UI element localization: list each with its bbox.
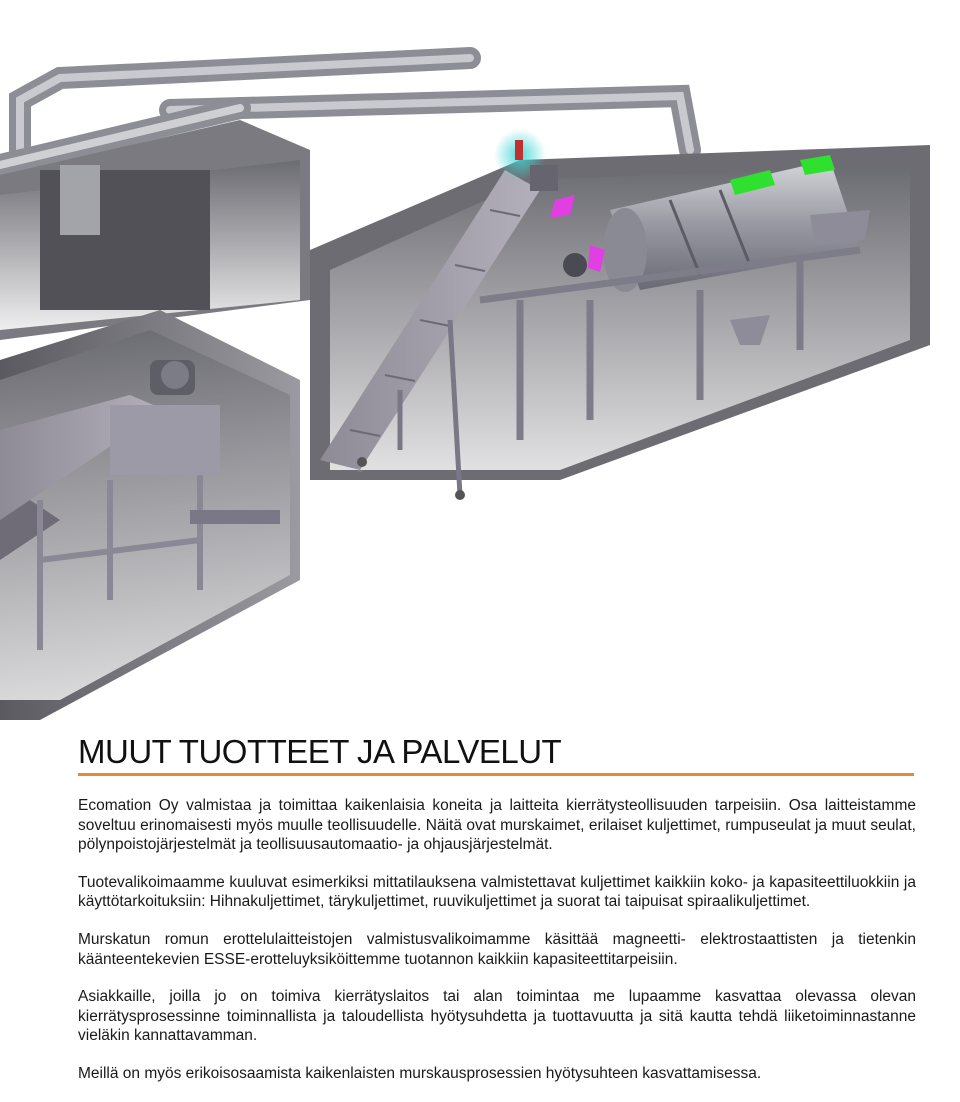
paragraph-5: Meillä on myös erikoisosaamista kaikenlaisten murskausprosessien hyötysuhteen kasvattamisessa.	[78, 1064, 762, 1082]
right-container	[310, 145, 930, 480]
content-section	[78, 732, 916, 1102]
left-container-lower	[0, 310, 300, 720]
page-title: MUUT TUOTTEET JA PALVELUT	[78, 733, 562, 770]
paragraph-3: Murskatun romun erottelulaitteistojen valmistusvalikoimamme käsittää magneetti- elektrostaattisten ja tietenkin käänteentekevien ESSE-erotteluyksiköittemme tuotannon kaikkiin kapasiteettitarpeisiin.	[78, 930, 916, 968]
title-rule	[78, 773, 914, 776]
paragraph-2: Tuotevalikoimaamme kuuluvat esimerkiksi mittatilauksena valmistettavat kuljettimet kaikkiin koko- ja kapasiteettiluokkiin ja käyttötarkoituksiin: Hihnakuljettimet, tärykuljettimet, ruuvikuljettimet ja suorat tai taipuisat spiraalikuljettimet.	[78, 873, 916, 911]
paragraph-1: Ecomation Oy valmistaa ja toimittaa kaikenlaisia koneita ja laitteita kierrätysteollisuuden tarpeisiin. Osa laitteistamme soveltuu erinomaisesti myös muulle teollisuudelle. Näitä ovat murskaimet, erilaiset kuljettimet, rumpuseulat ja muut seulat, pölynpoistojärjestelmät ja teollisuusautomaatio- ja ohjausjärjestelmät.	[78, 797, 916, 854]
paragraph-4: Asiakkaille, joilla jo on toimiva kierrätyslaitos tai alan toimintaa me lupaamme kasvattaa olevassa olevan kierrätysprosessinne toiminnallista ja taloudellista hyötysuhdetta ja tuottavuutta ja sitä kautta tehdä liiketoiminnastanne vieläkin kannattavamman.	[78, 988, 916, 1045]
